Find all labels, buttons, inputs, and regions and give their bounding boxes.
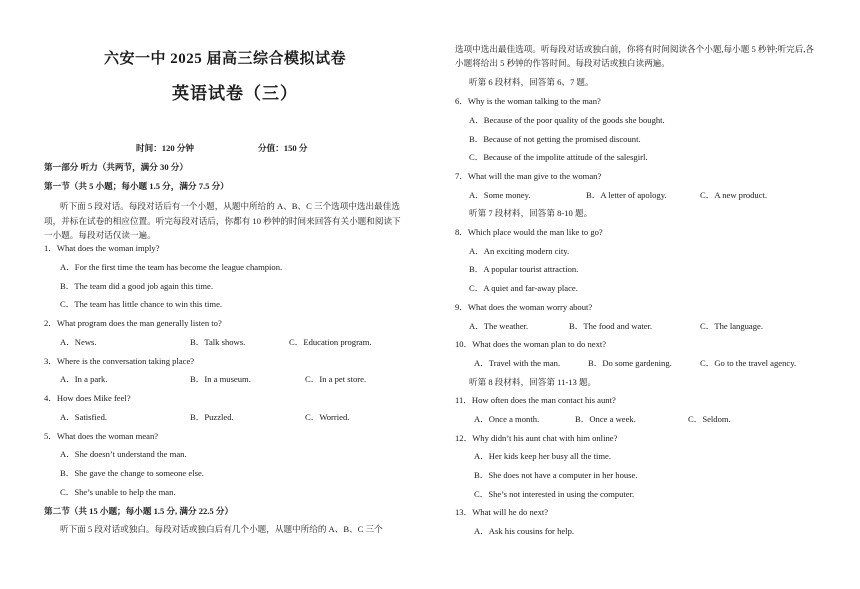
q12-stem: 12．Why didn’t his aunt chat with him online? (455, 433, 618, 443)
q12-option-b: B．She does not have a computer in her house. (474, 470, 638, 480)
q11-stem: 11．How often does the man contact his aunt? (455, 395, 616, 405)
q1-stem: 1．What does the woman imply? (44, 243, 160, 253)
q7-option-a: A．Some money. (469, 190, 531, 200)
q2-option-c: C．Education program. (289, 337, 372, 347)
q9-stem: 9．What does the woman worry about? (455, 302, 593, 312)
material-8-note: 听第 8 段材料，回答第 11-13 题。 (469, 377, 597, 387)
q7-option-c: C．A new product. (700, 190, 768, 200)
material-7-note: 听第 7 段材料，回答第 8-10 题。 (469, 208, 593, 218)
q4-option-c: C．Worried. (305, 412, 350, 422)
q6-option-c: C．Because of the impolite attitude of the salesgirl. (469, 152, 648, 162)
part1-heading: 第一部分 听力（共两节，满分 30 分） (44, 162, 188, 172)
q7-stem: 7．What will the man give to the woman? (455, 171, 602, 181)
q1-option-c: C．The team has little chance to win this time. (60, 299, 223, 309)
q8-stem: 8．Which place would the man like to go? (455, 227, 603, 237)
q12-option-a: A．Her kids keep her busy all the time. (474, 451, 611, 461)
q13-option-a: A．Ask his cousins for help. (474, 526, 575, 536)
q10-option-c: C．Go to the travel agency. (700, 358, 797, 368)
q1-option-a: A．For the first time the team has become the league champion. (60, 262, 283, 272)
q9-option-a: A．The weather. (469, 321, 529, 331)
q2-option-a: A．News. (60, 337, 97, 347)
q3-option-a: A．In a park. (60, 374, 108, 384)
q4-stem: 4．How does Mike feel? (44, 393, 131, 403)
q9-option-c: C．The language. (700, 321, 764, 331)
q2-option-b: B．Talk shows. (190, 337, 246, 347)
q5-option-b: B．She gave the change to someone else. (60, 468, 204, 478)
q10-stem: 10．What does the woman plan to do next? (455, 339, 607, 349)
q5-option-c: C．She’s unable to help the man. (60, 487, 176, 497)
q7-option-b: B．A letter of apology. (586, 190, 667, 200)
q9-option-b: B．The food and water. (569, 321, 653, 331)
q3-stem: 3．Where is the conversation taking place? (44, 356, 195, 366)
school-title: 六安一中 2025 届高三综合模拟试卷 (104, 51, 347, 67)
q8-option-c: C．A quiet and far-away place. (469, 283, 578, 293)
q8-option-a: A．An exciting modern city. (469, 246, 570, 256)
q10-option-b: B．Do some gardening. (588, 358, 672, 368)
q2-stem: 2．What program does the man generally listen to? (44, 318, 222, 328)
q3-option-c: C．In a pet store. (305, 374, 367, 384)
q8-option-b: B．A popular tourist attraction. (469, 264, 579, 274)
q6-option-b: B．Because of not getting the promised discount. (469, 134, 641, 144)
q3-option-b: B．In a museum. (190, 374, 251, 384)
q10-option-a: A．Travel with the man. (474, 358, 561, 368)
subject-title: 英语试卷（三） (172, 84, 298, 103)
section1-heading: 第一节（共 5 小题；每小题 1.5 分，满分 7.5 分） (44, 181, 229, 191)
section1-instructions: 听下面 5 段对话。每段对话后有一个小题，从题中所给的 A、B、C 三个选项中选出最佳选项，并标在试卷的相应位置。听完每段对话后，你都有 10 秒钟的时间来回答有关小题和阅读下一小题。每段对话仅读一遍。 (44, 201, 401, 240)
q6-stem: 6．Why is the woman talking to the man? (455, 96, 601, 106)
q5-option-a: A．She doesn’t understand the man. (60, 449, 187, 459)
section2-heading: 第二节（共 15 小题；每小题 1.5 分, 满分 22.5 分） (44, 506, 234, 516)
q6-option-a: A．Because of the poor quality of the goods she bought. (469, 115, 665, 125)
q11-option-a: A．Once a month. (474, 414, 540, 424)
q11-option-b: B．Once a week. (575, 414, 636, 424)
q4-option-a: A．Satisfied. (60, 412, 108, 422)
q1-option-b: B．The team did a good job again this time. (60, 281, 213, 291)
q11-option-c: C．Seldom. (688, 414, 731, 424)
q12-option-c: C．She’s not interested in using the computer. (474, 489, 635, 499)
q5-stem: 5．What does the woman mean? (44, 431, 159, 441)
section2-instructions-a: 听下面 5 段对话或独白。每段对话或独白后有几个小题，从题中所给的 A、B、C 三个 (60, 524, 383, 534)
exam-score: 分值：150 分 (258, 143, 308, 153)
section2-instructions-b: 选项中选出最佳选项。听每段对话或独白前，你将有时间阅读各个小题,每小题 5 秒钟;听完后,各小题将给出 5 秒钟的作答时间。每段对话或独白读两遍。 (455, 44, 815, 68)
q13-stem: 13．What will he do next? (455, 507, 549, 517)
material-6-note: 听第 6 段材料，回答第 6、7 题。 (469, 77, 594, 87)
exam-time: 时间：120 分钟 (136, 143, 195, 153)
q4-option-b: B．Puzzled. (190, 412, 234, 422)
